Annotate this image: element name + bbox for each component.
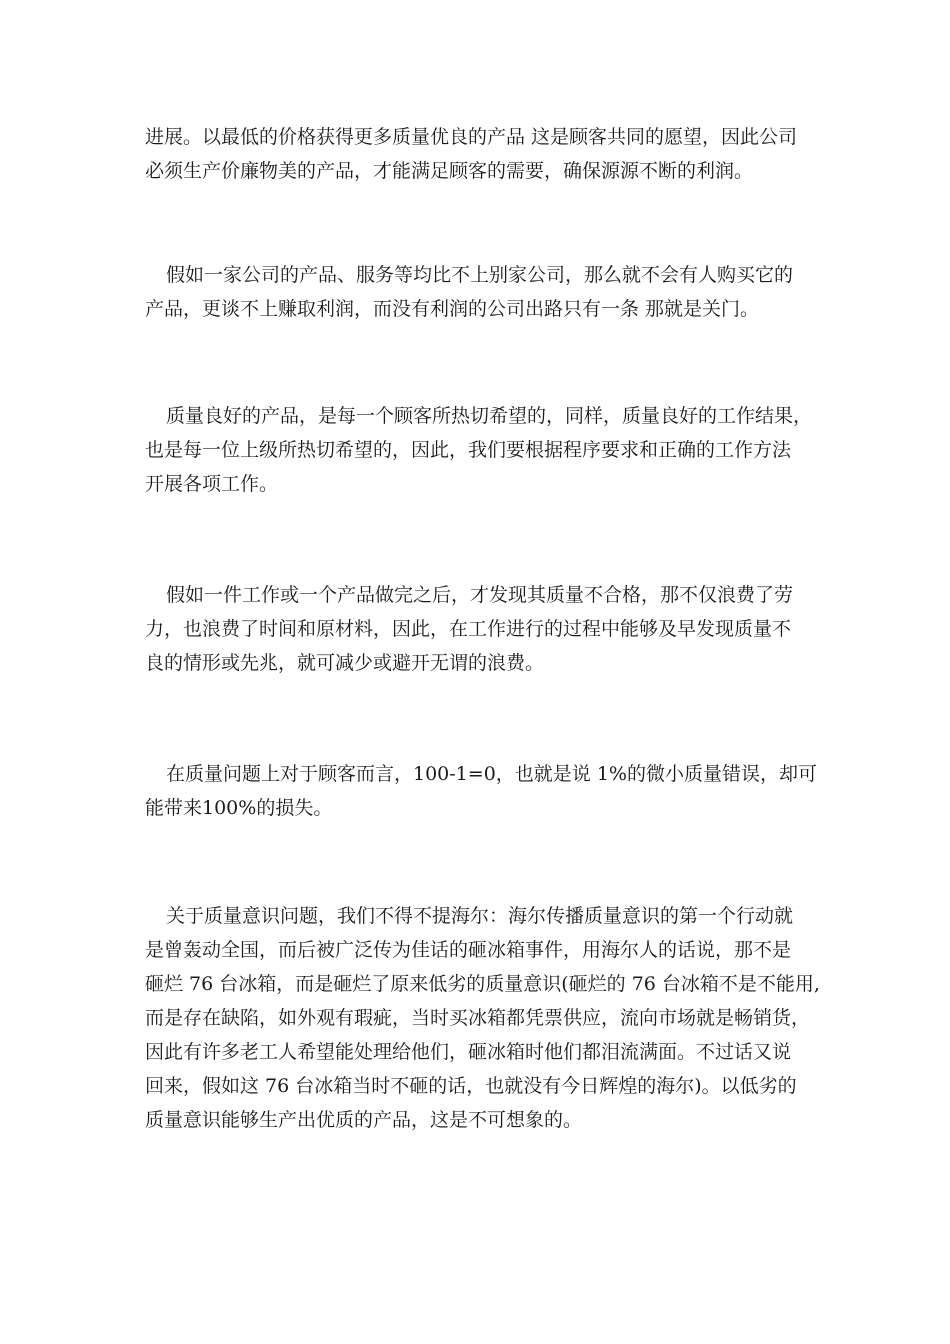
paragraph-5: [145, 757, 815, 825]
paragraph-line: 能带来100%的损失。: [145, 797, 333, 819]
paragraph-line: 回来，假如这 76 台冰箱当时不砸的话，也就没有今日辉煌的海尔)。以低劣的: [145, 1075, 797, 1097]
paragraph-line: 假如一件工作或一个产品做完之后，才发现其质量不合格，那不仅浪费了劳: [166, 584, 794, 606]
paragraph-6: [145, 899, 820, 1137]
paragraph-line: 必须生产价廉物美的产品，才能满足顾客的需要，确保源源不断的利润。: [145, 160, 754, 182]
paragraph-line: 质量意识能够生产出优质的产品，这是不可想象的。: [145, 1109, 583, 1131]
paragraph-line: 良的情形或先兆，就可减少或避开无谓的浪费。: [145, 652, 545, 674]
paragraph-1: [145, 120, 815, 188]
paragraph-line: 产品，更谈不上赚取利润，而没有利润的公司出路只有一条 那就是关门。: [145, 298, 760, 320]
paragraph-4: [145, 578, 815, 680]
paragraph-line: 质量良好的产品，是每一个顾客所热切希望的，同样，质量良好的工作结果，: [166, 405, 813, 427]
paragraph-line: 砸烂 76 台冰箱，而是砸烂了原来低劣的质量意识(砸烂的 76 台冰箱不是不能用,: [145, 973, 820, 995]
paragraph-line: 关于质量意识问题，我们不得不提海尔：海尔传播质量意识的第一个行动就: [166, 905, 794, 927]
paragraph-line: 因此有许多老工人希望能处理给他们，砸冰箱时他们都泪流满面。不过话又说: [145, 1041, 792, 1063]
paragraph-line: 在质量问题上对于顾客而言，100-1=0，也就是说 1%的微小质量错误，却可: [166, 763, 817, 785]
paragraph-line: 进展。以最低的价格获得更多质量优良的产品 这是顾客共同的愿望，因此公司: [145, 126, 798, 148]
paragraph-line: 也是每一位上级所热切希望的，因此，我们要根据程序要求和正确的工作方法: [145, 439, 792, 461]
paragraph-line: 力，也浪费了时间和原材料，因此，在工作进行的过程中能够及早发现质量不: [145, 618, 792, 640]
paragraph-line: 假如一家公司的产品、服务等均比不上别家公司，那么就不会有人购买它的: [166, 264, 794, 286]
paragraph-3: [145, 399, 815, 501]
paragraph-2: [145, 258, 815, 326]
paragraph-line: 而是存在缺陷，如外观有瑕疵，当时买冰箱都凭票供应，流向市场就是畅销货，: [145, 1007, 811, 1029]
paragraph-line: 是曾轰动全国，而后被广泛传为佳话的砸冰箱事件，用海尔人的话说，那不是: [145, 939, 792, 961]
paragraph-line: 开展各项工作。: [145, 473, 279, 495]
